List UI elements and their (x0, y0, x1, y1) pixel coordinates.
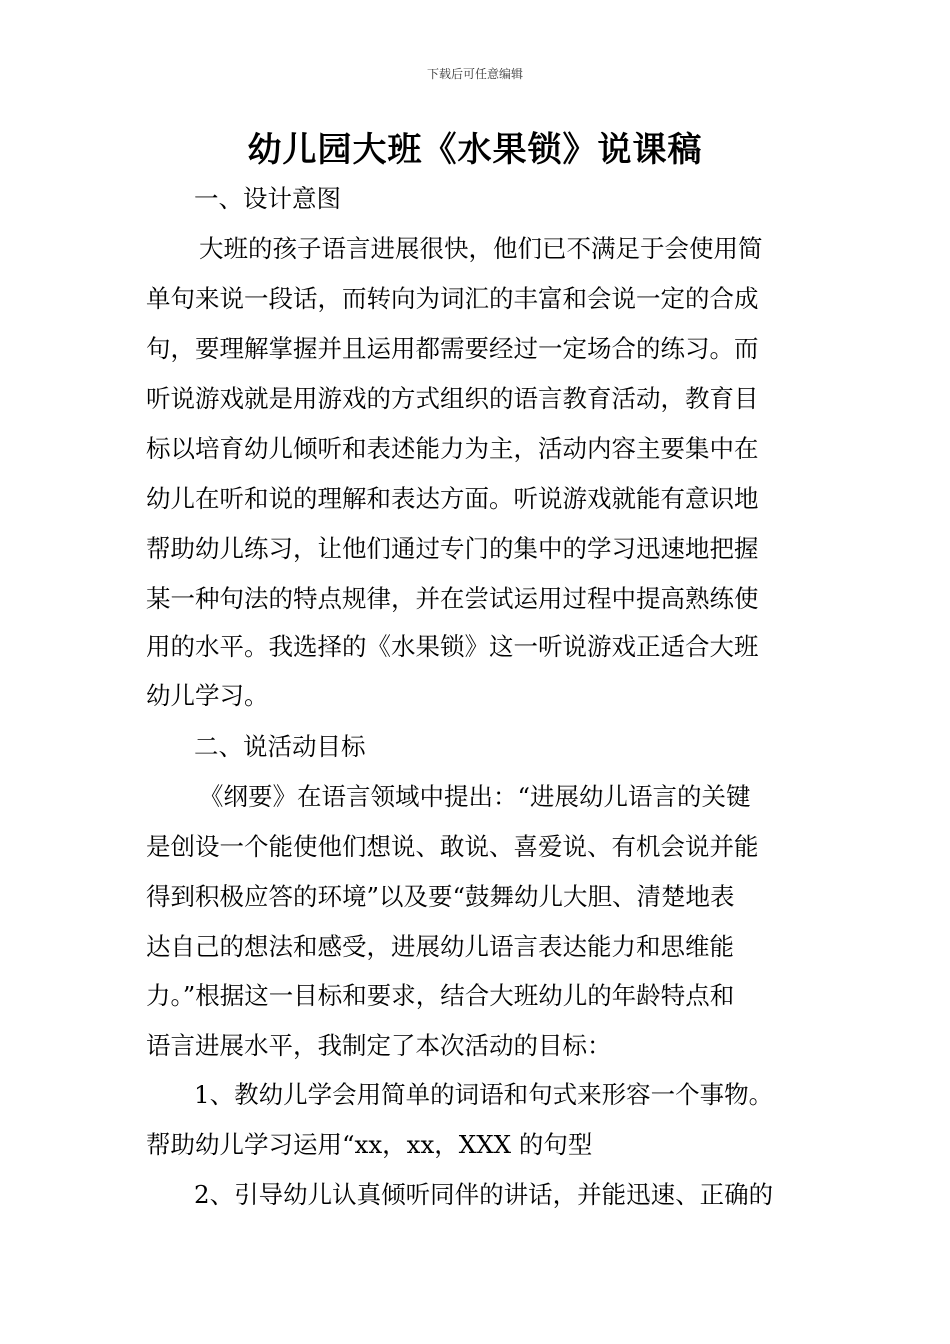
paragraph-line: 用的水平。我选择的《水果锁》这一听说游戏正适合大班 (146, 632, 759, 661)
section-heading-2: 二、说活动目标 (194, 732, 366, 761)
paragraph-line: 是创设一个能使他们想说、敢说、喜爱说、有机会说并能 (146, 832, 759, 861)
goal-item-2: 2、引导幼儿认真倾听同伴的讲话，并能迅速、正确的 (194, 1180, 774, 1209)
paragraph-line: 帮助幼儿学习运用“xx，xx，XXX 的句型 (146, 1130, 593, 1159)
paragraph-line: 单句来说一段话，而转向为词汇的丰富和会说一定的合成 (146, 284, 759, 313)
paragraph-line: 标以培育幼儿倾听和表述能力为主，活动内容主要集中在 (146, 434, 759, 463)
paragraph-line: 《纲要》在语言领域中提出：“进展幼儿语言的关键 (199, 782, 751, 811)
header-note: 下载后可任意编辑 (426, 67, 523, 81)
goal-item-1: 1、教幼儿学会用简单的词语和句式来形容一个事物。 (194, 1080, 774, 1109)
paragraph-line: 得到积极应答的环境”以及要“鼓舞幼儿大胆、清楚地表 (146, 882, 735, 911)
section-heading-1: 一、设计意图 (194, 184, 341, 213)
paragraph-line: 幼儿学习。 (146, 681, 269, 710)
paragraph-line: 某一种句法的特点规律，并在尝试运用过程中提高熟练使 (146, 584, 759, 613)
paragraph-line: 幼儿在听和说的理解和表达方面。听说游戏就能有意识地 (146, 484, 759, 513)
paragraph-line: 大班的孩子语言进展很快，他们已不满足于会使用简 (199, 234, 763, 263)
paragraph-line: 力。”根据这一目标和要求，结合大班幼儿的年龄特点和 (146, 981, 735, 1010)
paragraph-line: 达自己的想法和感受，进展幼儿语言表达能力和思维能 (146, 932, 734, 961)
paragraph-line: 句，要理解掌握并且运用都需要经过一定场合的练习。而 (146, 334, 759, 363)
document-title: 幼儿园大班《水果锁》说课稿 (247, 130, 703, 170)
paragraph-line: 语言进展水平，我制定了本次活动的目标： (146, 1031, 612, 1060)
paragraph-line: 听说游戏就是用游戏的方式组织的语言教育活动，教育目 (146, 384, 759, 413)
paragraph-line: 帮助幼儿练习，让他们通过专门的集中的学习迅速地把握 (146, 534, 759, 563)
